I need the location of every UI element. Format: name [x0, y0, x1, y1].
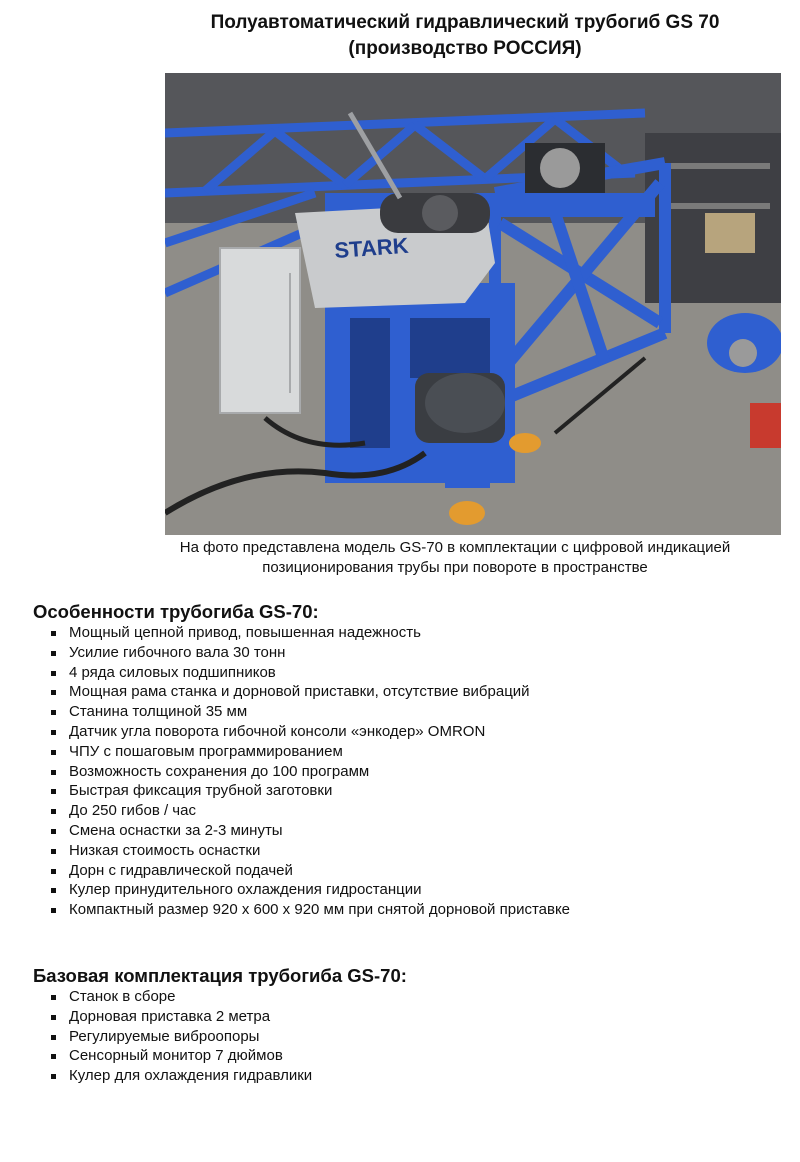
product-photo [165, 73, 781, 535]
list-item: Сенсорный монитор 7 дюймов [48, 1046, 788, 1066]
caption-line-1: На фото представлена модель GS-70 в комплектации с цифровой индикацией [179, 539, 731, 556]
list-item: 4 ряда силовых подшипников [48, 663, 788, 683]
list-item: Станок в сборе [48, 987, 788, 1007]
list-item: Станина толщиной 35 мм [48, 702, 788, 722]
list-item: Дорновая приставка 2 метра [48, 1007, 788, 1027]
caption-line-2: позиционирования трубы при повороте в пространстве [262, 559, 648, 576]
list-item: Кулер для охлаждения гидравлики [48, 1066, 788, 1086]
base-kit-list [48, 987, 788, 1086]
list-item: Усилие гибочного вала 30 тонн [48, 643, 788, 663]
base-kit-heading: Базовая комплектация трубогиба GS-70: [33, 965, 407, 986]
list-item: Регулируемые виброопоры [48, 1027, 788, 1047]
list-item: Кулер принудительного охлаждения гидростанции [48, 880, 788, 900]
features-list [48, 623, 788, 920]
list-item: Быстрая фиксация трубной заготовки [48, 781, 788, 801]
list-item: Компактный размер 920 х 600 х 920 мм при снятой дорновой приставке [48, 900, 788, 920]
list-item: ЧПУ с пошаговым программированием [48, 742, 788, 762]
brand-logo: STARK [333, 232, 410, 263]
list-item: Мощный цепной привод, повышенная надежность [48, 623, 788, 643]
list-item: Смена оснастки за 2-3 минуты [48, 821, 788, 841]
list-item: До 250 гибов / час [48, 801, 788, 821]
list-item: Дорн с гидравлической подачей [48, 861, 788, 881]
list-item: Мощная рама станка и дорновой приставки, отсутствие вибраций [48, 682, 788, 702]
page-title [120, 10, 800, 62]
list-item: Датчик угла поворота гибочной консоли «энкодер» OMRON [48, 722, 788, 742]
features-heading: Особенности трубогиба GS-70: [33, 601, 319, 622]
list-item: Возможность сохранения до 100 программ [48, 762, 788, 782]
title-line-2: (производство РОССИЯ) [348, 38, 582, 59]
title-line-1: Полуавтоматический гидравлический трубогиб GS 70 [210, 12, 720, 33]
list-item: Низкая стоимость оснастки [48, 841, 788, 861]
photo-caption [95, 538, 800, 578]
